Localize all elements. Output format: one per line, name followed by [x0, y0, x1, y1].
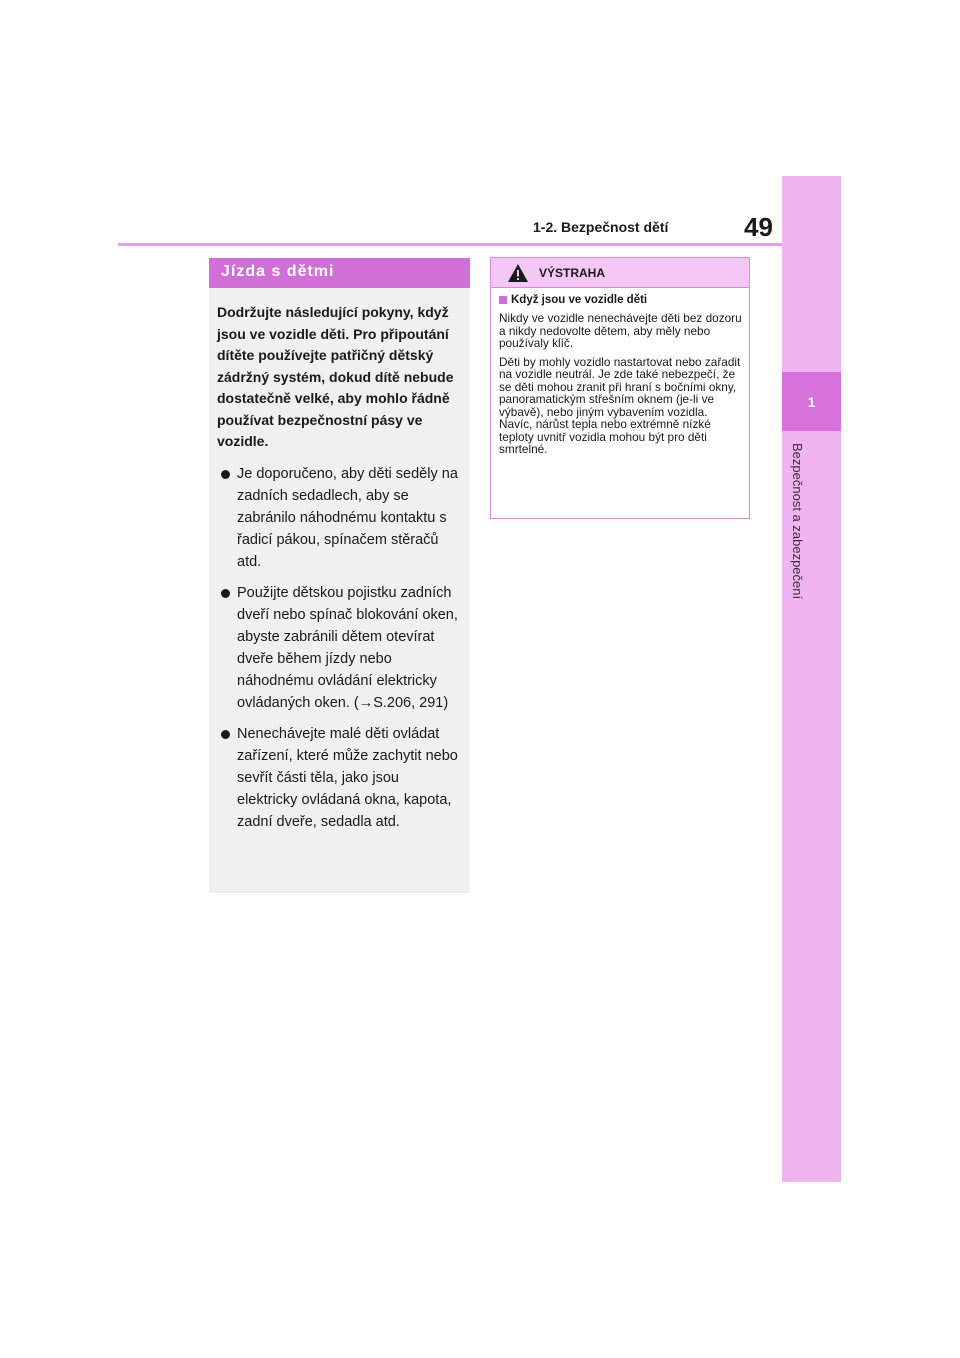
side-tab: [782, 176, 841, 1182]
warning-header: [491, 258, 749, 288]
warning-subheading-text: Když jsou ve vozidle děti: [511, 294, 648, 306]
warning-title: VÝSTRAHA: [539, 265, 606, 280]
header-rule: [118, 243, 782, 246]
warning-subheading: [499, 294, 742, 306]
warning-triangle-icon: [507, 263, 529, 283]
side-tab-label: Bezpečnost a zabezpečení: [790, 443, 805, 600]
side-tab-number: 1: [782, 372, 841, 431]
bullet-item: Použijte dětskou pojistku zadních dveří nebo spínač blokování oken, abyste zabránili dětem otevírat dveře během jízdy nebo náhodnému ovládání elektricky ovládaných oken. (→S.206, 291): [217, 582, 462, 714]
driving-with-children-box: [209, 258, 470, 893]
warning-paragraph: Nikdy ve vozidle nenechávejte děti bez dozoru a nikdy nedovolte dětem, aby měly nebo používaly klíč.: [499, 311, 742, 350]
warning-box: [490, 257, 750, 519]
box-title: Jízda s dětmi: [209, 258, 470, 288]
bullet-item: Je doporučeno, aby děti seděly na zadních sedadlech, aby se zabránilo náhodnému kontaktu s řadicí pákou, spínačem stěračů atd.: [217, 463, 462, 573]
warning-content: [491, 288, 749, 456]
warning-paragraph: Děti by mohly vozidlo nastartovat nebo zařadit na vozidle neutrál. Je zde také nebezpečí, že se děti mohou zranit při hraní s bočními okny, panoramatickým střešním oknem (je-li ve výbavě), nebo jiným vybavením vozidla. Navíc, nárůst tepla nebo extrémně nízké teploty uvnitř vozidla mohou být pro děti smrtelné.: [499, 354, 741, 456]
bullet-item: Nenechávejte malé děti ovládat zařízení, které může zachytit nebo sevřít části těla, jako jsou elektricky ovládaná okna, kapota, zadní dveře, sedadla atd.: [217, 723, 462, 833]
page-number: 49: [744, 212, 773, 242]
box-content: [209, 288, 470, 833]
section-title: 1-2. Bezpečnost dětí: [533, 219, 669, 235]
bullet-list: [217, 463, 462, 833]
square-icon: [499, 296, 507, 304]
intro-text: Dodržujte následující pokyny, když jsou ve vozidle děti. Pro připoutání dítěte používejte patřičný dětský zádržný systém, dokud dítě nebude dostatečně velké, aby mohlo řádně používat bezpečnostní pásy ve vozidle.: [217, 304, 454, 449]
